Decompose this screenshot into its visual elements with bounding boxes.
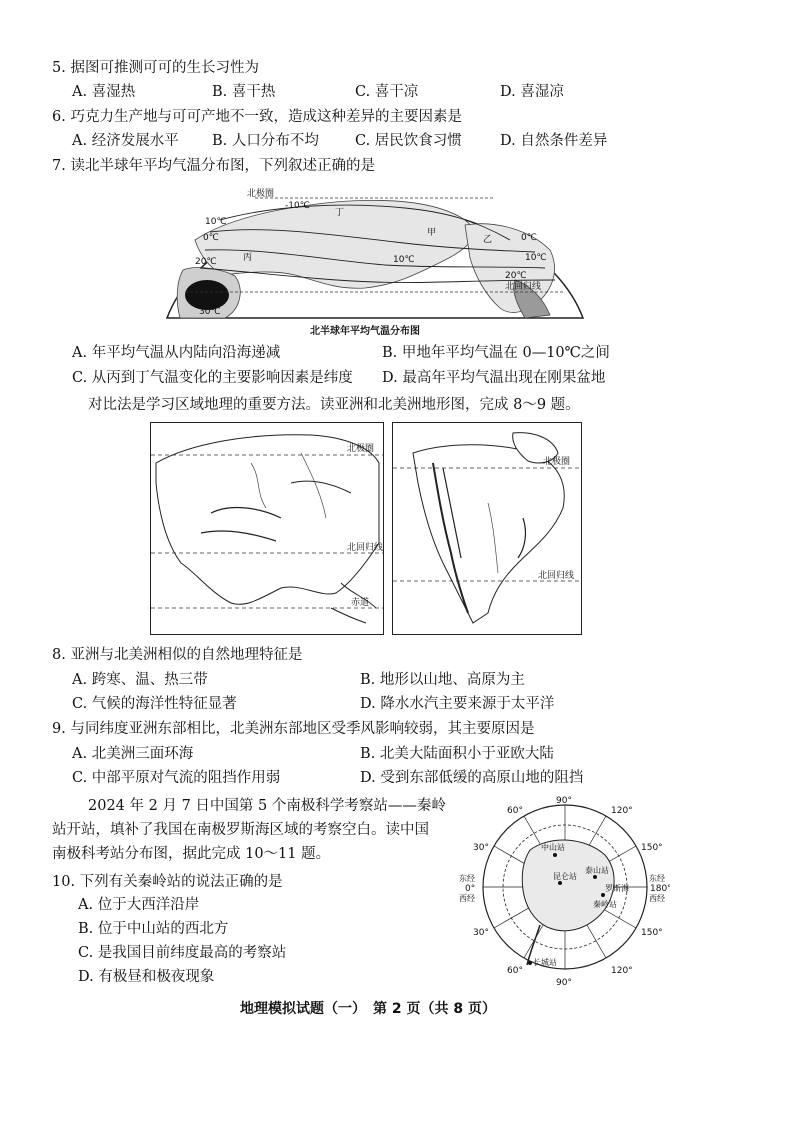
label-east-left: 东经 (459, 874, 475, 883)
deg-120-bottom-right: 120° (611, 966, 633, 976)
label-ross-sea: 罗斯海 (605, 884, 629, 893)
deg-60-bottom-left: 60° (507, 966, 523, 976)
deg-30-left-bottom: 30° (473, 928, 489, 938)
label-arctic: 北极圈 (247, 189, 275, 199)
question-5-option-c: C. 喜干凉 (355, 84, 419, 100)
deg-150-right-bottom: 150° (641, 928, 663, 938)
page-footer: 地理模拟试题（一） 第 2 页（共 8 页） (240, 1001, 496, 1017)
temperature-map (165, 180, 585, 320)
question-6-option-a: A. 经济发展水平 (72, 133, 179, 149)
intro-8-9: 对比法是学习区域地理的重要方法。读亚洲和北美洲地形图，完成 8～9 题。 (88, 397, 580, 413)
zhongshan-station-marker (553, 853, 557, 857)
question-9-option-d: D. 受到东部低缓的高原山地的阻挡 (360, 770, 584, 786)
question-5-option-a: A. 喜湿热 (72, 84, 136, 100)
question-10-option-a: A. 位于大西洋沿岸 (78, 897, 200, 913)
kunlun-station-marker (558, 881, 562, 885)
intro-10-11-line3: 南极科考站分布图，据此完成 10～11 题。 (52, 846, 331, 862)
question-10-option-b: B. 位于中山站的西北方 (78, 921, 229, 937)
taishan-station-marker (593, 875, 597, 879)
question-5-option-d: D. 喜湿凉 (500, 84, 564, 100)
question-8-option-c: C. 气候的海洋性特征显著 (72, 696, 237, 712)
asia-label-arctic: 北极圈 (347, 444, 375, 454)
label-zhongshan: 中山站 (541, 843, 565, 852)
asia-landmass (156, 435, 379, 605)
label-qinling: 秦岭站 (593, 900, 617, 909)
label-east-right: 东经 (649, 874, 665, 883)
deg-90-top: 90° (556, 796, 572, 806)
label-180: 180° (650, 884, 670, 894)
hot-zone (185, 280, 229, 310)
label-minus10: -10℃ (285, 201, 310, 211)
qinling-station-marker (601, 893, 605, 897)
question-10-option-c: C. 是我国目前纬度最高的考察站 (78, 945, 287, 961)
question-10-option-d: D. 有极昼和极夜现象 (78, 969, 215, 985)
label-west-left: 西经 (459, 894, 475, 903)
label-zero: 0° (465, 884, 476, 894)
question-5-option-b: B. 喜干热 (212, 84, 276, 100)
label-ding: 丁 (335, 208, 345, 218)
intro-10-11-line1: 2024 年 2 月 7 日中国第 5 个南极科学考察站——秦岭 (88, 798, 446, 814)
label-20c-left: 20℃ (195, 257, 217, 267)
label-west-right: 西经 (649, 894, 665, 903)
label-30c: 30℃ (199, 307, 221, 317)
label-jia: 甲 (427, 228, 437, 238)
question-6-option-c: C. 居民饮食习惯 (355, 133, 462, 149)
deg-150-right: 150° (641, 843, 663, 853)
label-kunlun: 昆仑站 (553, 872, 577, 881)
question-5-stem: 5. 据图可推测可可的生长习性为 (52, 60, 259, 76)
north-america-map (392, 422, 582, 635)
asia-label-equator: 赤道 (351, 598, 370, 608)
deg-120-top-right: 120° (611, 806, 633, 816)
question-9-stem: 9. 与同纬度亚洲东部相比，北美洲东部地区受季风影响较弱，其主要原因是 (52, 721, 535, 737)
temperature-map-caption: 北半球年平均气温分布图 (310, 326, 420, 337)
question-9-option-c: C. 中部平原对气流的阻挡作用弱 (72, 770, 281, 786)
question-8-option-b: B. 地形以山地、高原为主 (360, 672, 525, 688)
na-label-tropic: 北回归线 (538, 571, 575, 581)
na-landmass (413, 445, 564, 623)
question-7-option-a: A. 年平均气温从内陆向沿海递减 (72, 345, 281, 361)
label-10c-mid: 10℃ (393, 255, 415, 265)
intro-10-11-line2: 站开站，填补了我国在南极罗斯海区域的考察空白。读中国 (52, 822, 429, 838)
question-9-option-a: A. 北美洲三面环海 (72, 746, 194, 762)
label-taishan: 泰山站 (585, 866, 609, 875)
na-label-arctic: 北极圈 (543, 457, 571, 467)
question-9-option-b: B. 北美大陆面积小于亚欧大陆 (360, 746, 554, 762)
question-6-stem: 6. 巧克力生产地与可可产地不一致，造成这种差异的主要因素是 (52, 109, 462, 125)
asia-label-tropic: 北回归线 (347, 543, 383, 553)
label-bing: 丙 (243, 253, 253, 263)
question-7-option-c: C. 从丙到丁气温变化的主要影响因素是纬度 (72, 370, 353, 386)
question-7-option-d: D. 最高年平均气温出现在刚果盆地 (382, 370, 606, 386)
label-0c-left: 0℃ (203, 233, 219, 243)
deg-90-bottom: 90° (556, 978, 572, 988)
antarctic-station-map (455, 795, 670, 990)
question-8-option-a: A. 跨寒、温、热三带 (72, 672, 208, 688)
deg-60-top-left: 60° (507, 806, 523, 816)
question-7-stem: 7. 读北半球年平均气温分布图，下列叙述正确的是 (52, 158, 375, 174)
question-6-option-b: B. 人口分布不均 (212, 133, 319, 149)
deg-30-left: 30° (473, 843, 489, 853)
question-7-option-b: B. 甲地年平均气温在 0—10℃之间 (382, 345, 610, 361)
label-changcheng: 长城站 (533, 958, 557, 967)
asia-map (150, 422, 384, 635)
changcheng-station-marker (528, 961, 532, 965)
question-10-stem: 10. 下列有关秦岭站的说法正确的是 (52, 874, 283, 890)
label-20c-right: 20℃ (505, 271, 527, 281)
label-yi: 乙 (483, 235, 493, 245)
question-8-option-d: D. 降水水汽主要来源于太平洋 (360, 696, 555, 712)
label-tropic: 北回归线 (505, 282, 542, 292)
question-8-stem: 8. 亚洲与北美洲相似的自然地理特征是 (52, 647, 303, 663)
label-0c-right: 0℃ (521, 233, 537, 243)
label-10c-top: 10℃ (205, 217, 227, 227)
label-10c-right: 10℃ (525, 253, 547, 263)
question-6-option-d: D. 自然条件差异 (500, 133, 608, 149)
